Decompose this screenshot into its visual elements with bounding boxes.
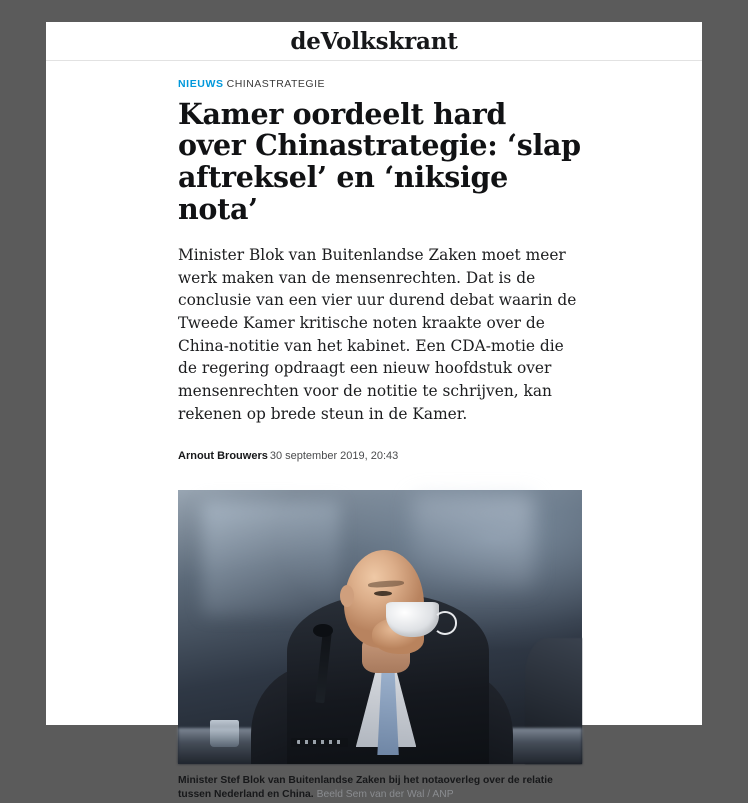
byline-author[interactable]: Arnout Brouwers: [178, 450, 268, 463]
article-intro: Minister Blok van Buitenlandse Zaken moet meer werk maken van de mensenrechten. Dat is de conclusie van een vier uur durend debat waarin de Tweede Kamer kritische noten kraakte over de China-notitie van het kabinet. Een CDA-motie die de regering opdraagt een nieuw hoofdstuk over mensenrechten voor de notitie te schrijven, kan rekenen op brede steun in de Kamer.: [178, 246, 577, 423]
photo-eye: [374, 591, 392, 596]
photo-water-glass: [210, 720, 238, 747]
photo-caption-text: Minister Stef Blok van Buitenlandse Zaken bij het notaoverleg over de relatie tussen Nederland en China.: [178, 774, 553, 801]
article-page: [46, 22, 702, 801]
volkskrant-logo[interactable]: deVolkskrant: [290, 27, 458, 55]
kicker: [178, 79, 582, 90]
photo-caption: [178, 774, 582, 803]
photo-credit: Beeld Sem van der Wal / ANP: [316, 789, 454, 801]
masthead: [46, 22, 702, 61]
photo-background-window-left: [202, 501, 339, 616]
photo-background-window-right: [412, 495, 533, 588]
byline: [178, 449, 582, 463]
byline-timestamp: 30 september 2019, 20:43: [269, 450, 399, 463]
photo-nameplate-text: [297, 740, 341, 744]
article-figure: [178, 490, 582, 764]
article-photo: [178, 490, 582, 764]
article-body: [46, 61, 702, 803]
kicker-section-label[interactable]: NIEUWS: [178, 78, 224, 90]
photo-cup-handle: [433, 611, 457, 634]
kicker-topic-label[interactable]: CHINASTRATEGIE: [226, 78, 326, 90]
article-text-column: [178, 79, 582, 464]
page-title: Kamer oordeelt hard over Chinastrategie: ‘slap aftreksel’ en ‘niksige nota’: [178, 96, 581, 227]
